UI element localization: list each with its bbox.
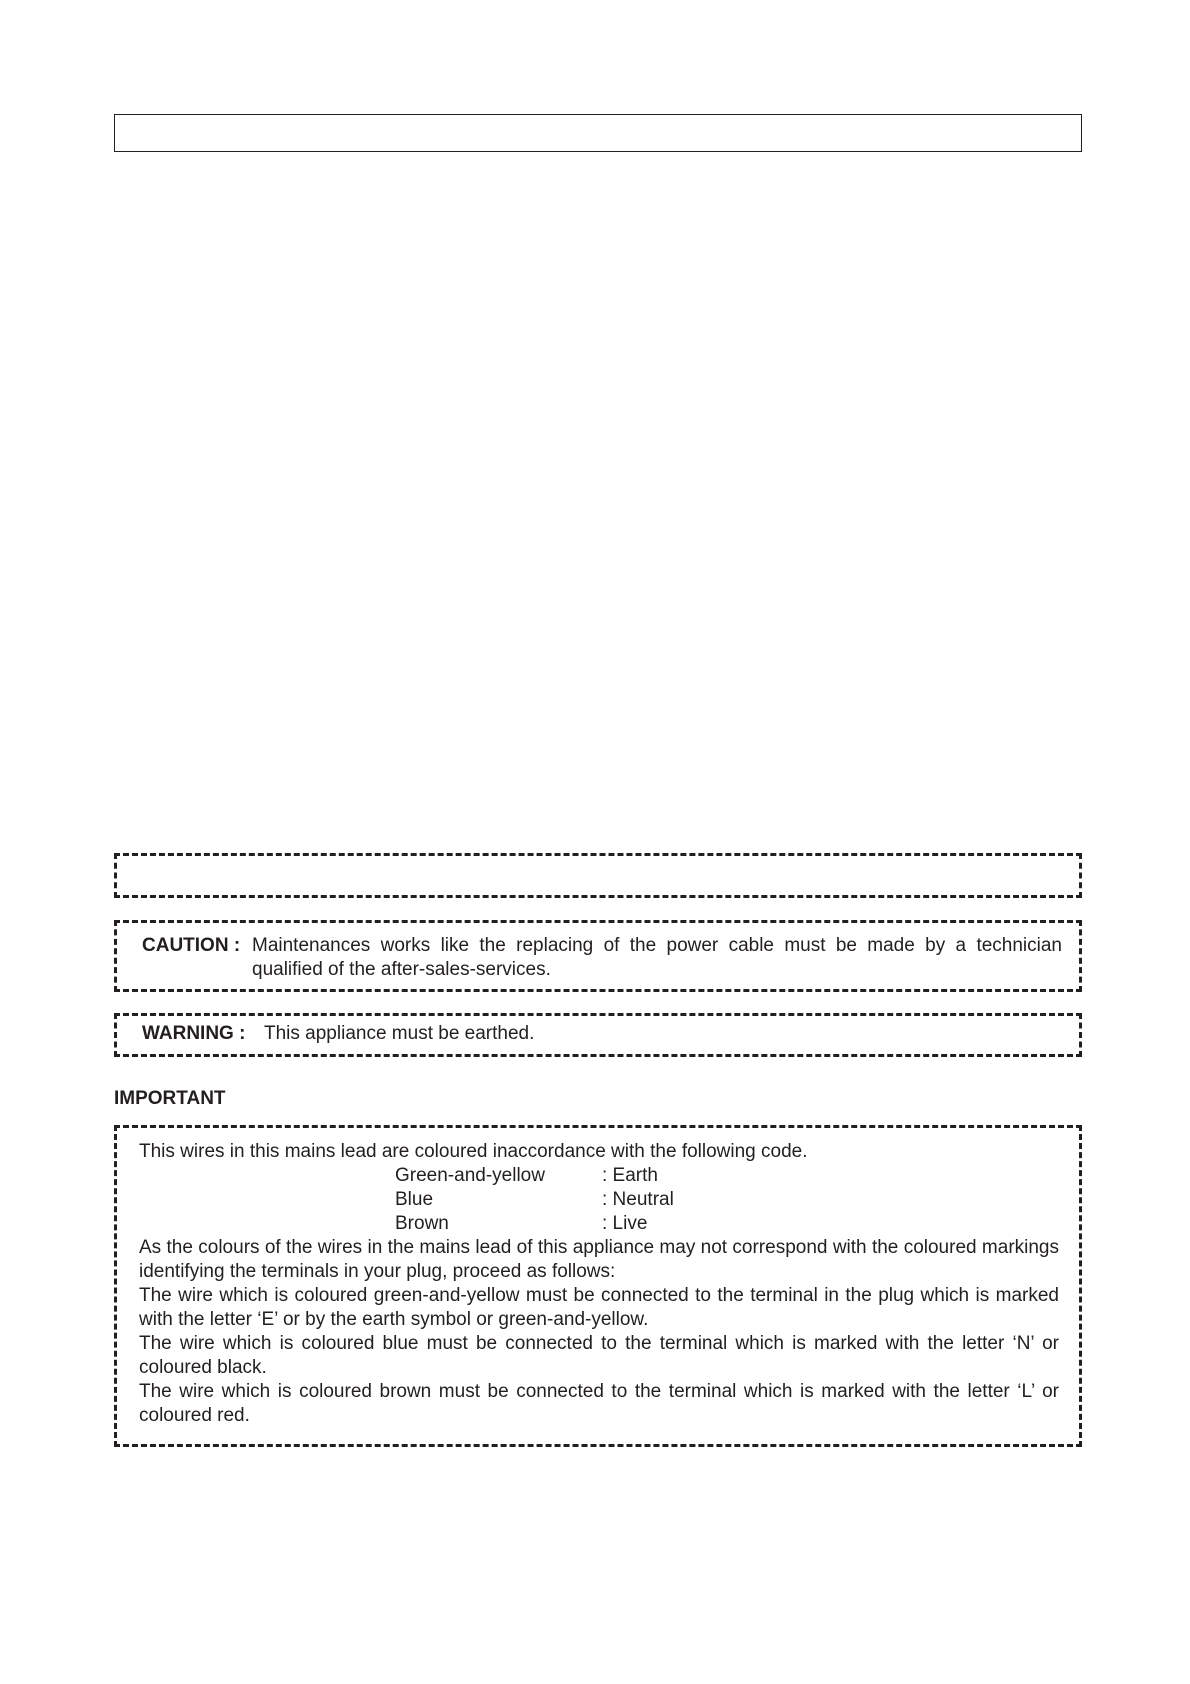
wire-meaning: : Earth	[602, 1165, 658, 1186]
wire-meaning: : Live	[602, 1213, 648, 1234]
wire-code-row	[139, 1164, 1059, 1188]
warning-label: WARNING :	[142, 1023, 246, 1044]
header-frame	[114, 114, 1082, 152]
warning-text: This appliance must be earthed.	[264, 1023, 535, 1044]
empty-notice-frame	[114, 853, 1082, 898]
wire-code-row	[139, 1188, 1059, 1212]
caution-label: CAUTION :	[142, 935, 241, 956]
caution-notice	[114, 920, 1082, 992]
caution-text: Maintenances works like the replacing of the power cable must be made by a technician qualified of the after-sales-services.	[252, 935, 1062, 980]
important-content	[139, 1140, 1059, 1428]
important-paragraph: The wire which is coloured brown must be connected to the terminal which is marked with the letter ‘L’ or coloured red.	[139, 1381, 1059, 1426]
important-notice	[114, 1125, 1082, 1447]
important-paragraph: As the colours of the wires in the mains lead of this appliance may not correspond with the coloured markings identifying the terminals in your plug, proceed as follows:	[139, 1237, 1059, 1282]
important-paragraph: The wire which is coloured blue must be connected to the terminal which is marked with the letter ‘N’ or coloured black.	[139, 1333, 1059, 1378]
important-intro: This wires in this mains lead are coloured inaccordance with the following code.	[139, 1141, 808, 1162]
important-heading: IMPORTANT	[114, 1088, 226, 1109]
wire-color: Blue	[395, 1189, 434, 1210]
wire-meaning: : Neutral	[602, 1189, 674, 1210]
wire-code-row	[139, 1212, 1059, 1236]
wire-color: Green-and-yellow	[395, 1165, 545, 1186]
important-paragraph: The wire which is coloured green-and-yellow must be connected to the terminal in the plug which is marked with the letter ‘E’ or by the earth symbol or green-and-yellow.	[139, 1285, 1059, 1330]
wire-color: Brown	[395, 1213, 449, 1234]
wire-code-table	[139, 1164, 1059, 1236]
warning-notice	[114, 1013, 1082, 1057]
